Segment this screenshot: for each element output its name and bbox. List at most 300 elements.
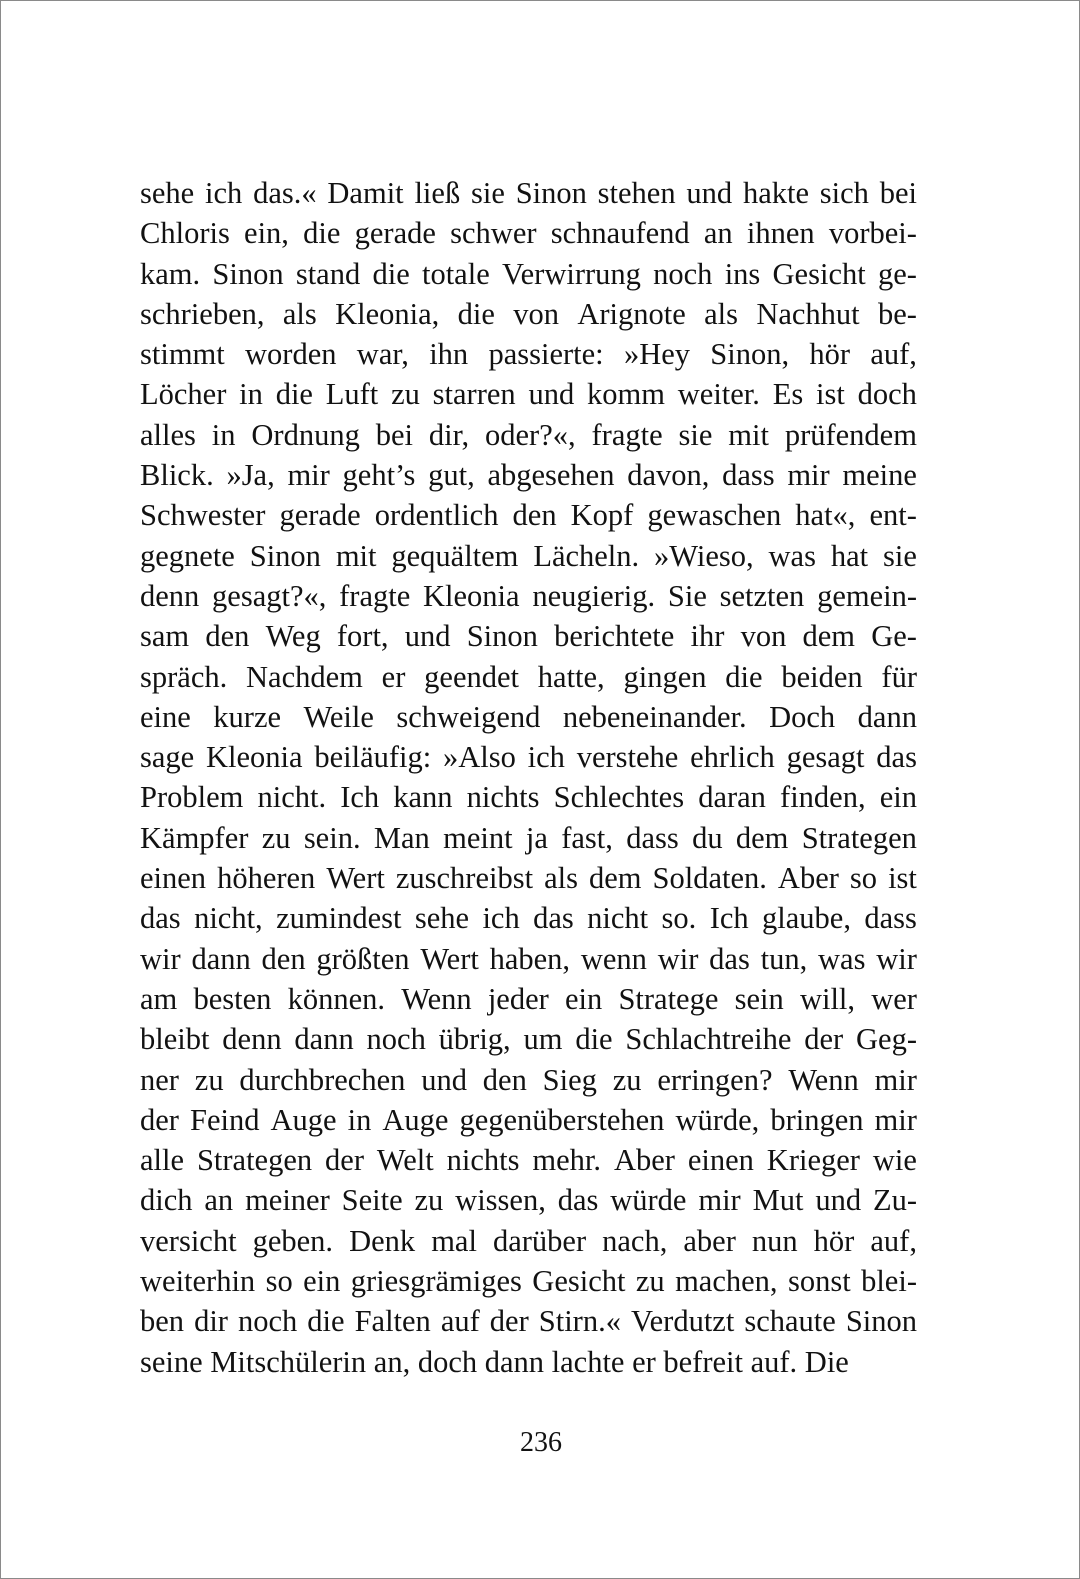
word: was xyxy=(768,538,816,573)
word: Sinon xyxy=(249,538,321,573)
word: und xyxy=(404,619,451,654)
word: gesagt?«, xyxy=(212,578,327,613)
word: schaute xyxy=(744,1304,836,1339)
word: den xyxy=(482,1062,527,1097)
word: Ordnung xyxy=(251,417,360,452)
word: fort, xyxy=(336,619,389,654)
body-line xyxy=(140,334,917,374)
word: Kopf xyxy=(570,498,634,533)
word: haben, xyxy=(489,941,571,976)
word: ein xyxy=(303,1264,341,1299)
word: fragte xyxy=(339,578,411,613)
word: du xyxy=(692,820,723,855)
word: gingen xyxy=(623,659,707,694)
word: beiden xyxy=(781,659,863,694)
word: die xyxy=(307,1304,345,1339)
word: mehr. xyxy=(532,1143,602,1178)
word: mal xyxy=(431,1223,477,1258)
word: dir xyxy=(194,1304,228,1339)
body-line xyxy=(140,1301,917,1341)
word: die xyxy=(575,1022,613,1057)
word: Auge xyxy=(382,1102,449,1137)
word: durchbrechen xyxy=(239,1062,406,1097)
word: Kleonia, xyxy=(335,296,440,331)
word: griesgrämiges xyxy=(350,1264,522,1299)
word: spräch. xyxy=(140,659,228,694)
word: die xyxy=(303,216,341,251)
word: ner xyxy=(140,1062,179,1097)
word: würde, xyxy=(675,1102,760,1137)
word: als xyxy=(544,861,578,896)
word: schweigend xyxy=(396,699,541,734)
word: der xyxy=(325,1143,364,1178)
word: das xyxy=(709,941,750,976)
page-number: 236 xyxy=(520,1427,562,1458)
word: neugierig. xyxy=(532,578,656,613)
word: weiterhin xyxy=(140,1264,256,1299)
word: Soldaten. xyxy=(652,861,767,896)
word: Weile xyxy=(303,699,374,734)
word: »Wieso, xyxy=(654,538,754,573)
word: und xyxy=(421,1062,467,1097)
word: Sieg xyxy=(542,1062,597,1097)
body-line xyxy=(140,374,917,414)
word: gut, xyxy=(428,458,475,493)
word: Wenn xyxy=(401,981,472,1016)
word: wer xyxy=(871,981,917,1016)
word: nichts xyxy=(446,1143,520,1178)
word: ihnen xyxy=(746,216,815,251)
word: würde xyxy=(610,1183,687,1218)
word: Strategen xyxy=(196,1143,313,1178)
word: sage xyxy=(140,740,195,775)
word: sein xyxy=(734,981,784,1016)
word: Schlachtreihe xyxy=(625,1022,792,1057)
word: starren xyxy=(432,377,516,412)
word: mir xyxy=(698,1183,741,1218)
word: wenn xyxy=(580,941,647,976)
body-text-block xyxy=(140,173,917,1382)
word: nicht, xyxy=(194,901,263,936)
word: an xyxy=(204,1183,234,1218)
word: war, xyxy=(356,337,409,372)
word: weiter. xyxy=(677,377,760,412)
word: aber xyxy=(683,1223,736,1258)
word: ins xyxy=(724,256,761,291)
word: wir xyxy=(140,941,181,976)
word: darüber xyxy=(492,1223,587,1258)
word: das.« xyxy=(253,176,317,210)
word: Kleonia xyxy=(205,740,303,775)
word: in xyxy=(347,1102,372,1137)
word: die xyxy=(275,377,313,412)
word: das xyxy=(557,1183,599,1218)
body-line xyxy=(140,657,917,697)
word: Seite xyxy=(341,1183,403,1218)
word: und xyxy=(686,176,733,210)
word: nach, xyxy=(602,1223,668,1258)
word: übrig, xyxy=(438,1022,511,1057)
word: Schwester xyxy=(140,498,266,533)
body-line xyxy=(140,495,917,535)
word: das xyxy=(876,740,917,775)
word: Ge- xyxy=(871,619,917,654)
word: Sinon xyxy=(845,1304,917,1339)
word: Luft xyxy=(325,377,379,412)
word: kann xyxy=(393,780,453,815)
word: Welt xyxy=(376,1143,434,1178)
word: sie xyxy=(678,417,713,452)
word: Gesicht xyxy=(772,256,866,291)
body-line: seine Mitschülerin an, doch dann lachte er befreit auf. Die xyxy=(140,1344,849,1379)
body-line xyxy=(140,697,917,737)
body-line xyxy=(140,1221,917,1261)
word: noch xyxy=(653,256,713,291)
word: den xyxy=(261,941,306,976)
word: er xyxy=(381,659,406,694)
word: Weg xyxy=(265,619,321,654)
body-line xyxy=(140,979,917,1019)
word: machen, xyxy=(675,1264,778,1299)
word: fragte xyxy=(591,417,663,452)
body-line xyxy=(140,1261,917,1301)
word: einen xyxy=(140,861,207,896)
word: Feind xyxy=(189,1102,260,1137)
word: dass xyxy=(864,901,917,936)
word: noch xyxy=(366,1022,426,1057)
word: dich xyxy=(140,1183,193,1218)
word: fast, xyxy=(561,820,613,855)
word: Mut xyxy=(752,1183,804,1218)
word: gegenüberstehen xyxy=(459,1102,665,1137)
word: kurze xyxy=(213,699,282,734)
word: zu xyxy=(612,1062,642,1097)
word: mir xyxy=(287,458,330,493)
word: mir xyxy=(874,1062,917,1097)
word: gegnete xyxy=(140,538,235,573)
body-line xyxy=(140,1140,917,1180)
body-line xyxy=(140,536,917,576)
word: gemein- xyxy=(817,578,917,613)
word: Sinon xyxy=(466,619,538,654)
word: Ich xyxy=(709,901,749,936)
word: Chloris xyxy=(140,216,230,251)
word: sonst xyxy=(787,1264,851,1299)
word: ich xyxy=(482,901,520,936)
word: als xyxy=(704,296,738,331)
word: denn xyxy=(222,1022,282,1057)
word: Kämpfer xyxy=(140,820,249,855)
word: dann xyxy=(191,941,251,976)
word: ordentlich xyxy=(374,498,499,533)
word: ein xyxy=(564,981,603,1016)
word: Denk xyxy=(349,1223,416,1258)
word: blei- xyxy=(861,1264,917,1299)
body-line xyxy=(140,1180,917,1220)
word: das xyxy=(140,901,181,936)
word: nicht. xyxy=(257,780,327,815)
word: Blick. xyxy=(140,458,214,493)
word: passierte: xyxy=(488,337,604,372)
word: Schlechtes xyxy=(553,780,685,815)
word: meine xyxy=(842,458,917,493)
word: totale xyxy=(421,256,490,291)
word: mir xyxy=(787,458,830,493)
word: Problem xyxy=(140,780,244,815)
word: den xyxy=(512,498,557,533)
word: das xyxy=(533,901,574,936)
word: Sie xyxy=(667,578,707,613)
word: mit xyxy=(728,417,769,452)
word: ließ xyxy=(414,176,461,210)
word: der xyxy=(489,1304,529,1339)
word: jeder xyxy=(487,981,549,1016)
word: so. xyxy=(661,901,697,936)
word: meiner xyxy=(245,1183,330,1218)
word: geht’s xyxy=(342,458,416,493)
word: ehrlich xyxy=(690,740,775,775)
word: Wert xyxy=(326,861,385,896)
word: ja xyxy=(525,820,548,855)
body-line xyxy=(140,737,917,777)
word: sie xyxy=(883,538,917,573)
word: sehe xyxy=(414,901,470,936)
word: versicht xyxy=(140,1223,237,1258)
word: finden, xyxy=(780,780,866,815)
word: Es xyxy=(772,377,804,412)
word: sam xyxy=(140,619,190,654)
word: hör xyxy=(813,1223,855,1258)
word: Zu- xyxy=(872,1183,917,1218)
word: gerade xyxy=(279,498,361,533)
word: dem xyxy=(735,820,789,855)
word: ge- xyxy=(877,256,917,291)
word: nebeneinander. xyxy=(562,699,747,734)
word: nicht xyxy=(587,901,649,936)
word: ein, xyxy=(244,216,289,251)
word: zumindest xyxy=(276,901,402,936)
word: bleibt xyxy=(140,1022,210,1057)
word: Stratege xyxy=(618,981,719,1016)
word: an xyxy=(703,216,733,251)
word: von xyxy=(740,619,787,654)
word: meint xyxy=(443,820,513,855)
word: zu xyxy=(414,1183,444,1218)
body-line xyxy=(140,898,917,938)
word: sich xyxy=(819,176,869,210)
word: Auge xyxy=(270,1102,337,1137)
word: hat xyxy=(830,538,869,573)
word: schrieben, xyxy=(140,296,265,331)
word: hat«, xyxy=(795,498,856,533)
word: die xyxy=(725,659,763,694)
word: komm xyxy=(587,377,665,412)
word: können. xyxy=(287,981,386,1016)
word: und xyxy=(528,377,575,412)
word: Ich xyxy=(340,780,380,815)
body-line xyxy=(140,173,917,213)
word: berichtete xyxy=(554,619,675,654)
word: wie xyxy=(872,1143,917,1178)
word: sehe xyxy=(140,176,195,210)
word: sie xyxy=(471,176,505,210)
word: Geg- xyxy=(856,1022,917,1057)
word: zu xyxy=(261,820,291,855)
word: Aber xyxy=(777,861,839,896)
word: Damit xyxy=(327,176,404,210)
body-line xyxy=(140,1019,917,1059)
word: »Also xyxy=(443,740,516,775)
body-line xyxy=(140,415,917,455)
word: nichts xyxy=(466,780,540,815)
word: »Hey xyxy=(623,337,691,372)
word: Arignote xyxy=(577,296,686,331)
word: Sinon xyxy=(212,256,284,291)
word: ihn xyxy=(429,337,469,372)
word: bei xyxy=(375,417,413,452)
word: am xyxy=(140,981,178,1016)
word: sein. xyxy=(303,820,361,855)
word: die xyxy=(372,256,410,291)
word: der xyxy=(140,1102,179,1137)
word: Nachdem xyxy=(246,659,363,694)
word: zuschreibst xyxy=(395,861,534,896)
word: dann xyxy=(294,1022,354,1057)
word: auf, xyxy=(870,1223,917,1258)
word: Verdutzt xyxy=(630,1304,735,1339)
word: wir xyxy=(876,941,917,976)
word: wissen, xyxy=(455,1183,546,1218)
word: zu xyxy=(194,1062,224,1097)
word: den xyxy=(205,619,250,654)
word: setzten xyxy=(719,578,805,613)
word: Wert xyxy=(420,941,479,976)
word: geben. xyxy=(252,1223,334,1258)
word: auf xyxy=(440,1304,480,1339)
word: wir xyxy=(657,941,699,976)
word: ben xyxy=(140,1304,185,1339)
word: dir, xyxy=(428,417,470,452)
word: doch xyxy=(857,377,917,412)
word: davon, xyxy=(627,458,710,493)
word: und xyxy=(815,1183,862,1218)
word: Lächeln. xyxy=(533,538,640,573)
word: Stirn.« xyxy=(538,1304,621,1339)
word: alle xyxy=(140,1143,185,1178)
body-line xyxy=(140,1100,917,1140)
word: mir xyxy=(874,1102,917,1137)
word: dem xyxy=(802,619,856,654)
word: Kleonia xyxy=(423,578,520,613)
word: dass xyxy=(722,458,775,493)
word: kam. xyxy=(140,256,201,291)
word: hakte xyxy=(742,176,809,210)
word: ich xyxy=(205,176,243,210)
word: Löcher xyxy=(140,377,227,412)
word: bei xyxy=(879,176,917,210)
word: Sinon xyxy=(515,176,587,210)
word: zu xyxy=(635,1264,665,1299)
body-line xyxy=(140,818,917,858)
word: für xyxy=(881,659,917,694)
word: Verwirrung xyxy=(501,256,641,291)
body-line xyxy=(140,1060,917,1100)
word: dem xyxy=(589,861,642,896)
word: alles xyxy=(140,417,196,452)
body-line xyxy=(140,576,917,616)
word: noch xyxy=(237,1304,298,1339)
word: was xyxy=(818,941,866,976)
word: gequältem xyxy=(391,538,519,573)
word: in xyxy=(239,377,263,412)
word: Gesicht xyxy=(532,1264,626,1299)
word: Aber xyxy=(613,1143,675,1178)
word: Doch xyxy=(769,699,836,734)
body-line xyxy=(140,939,917,979)
word: tun, xyxy=(760,941,808,976)
word: mit xyxy=(335,538,377,573)
word: ihr xyxy=(690,619,725,654)
word: abgesehen xyxy=(487,458,615,493)
word: ent- xyxy=(869,498,917,533)
word: hör xyxy=(809,337,851,372)
word: auf, xyxy=(870,337,917,372)
word: um xyxy=(523,1022,563,1057)
word: schwer xyxy=(450,216,537,251)
word: erringen? xyxy=(657,1062,773,1097)
word: so xyxy=(849,861,878,896)
word: ist xyxy=(816,377,845,412)
word: stimmt xyxy=(140,337,225,372)
word: Sinon, xyxy=(710,337,790,372)
body-line xyxy=(140,616,917,656)
word: eine xyxy=(140,699,191,734)
word: daran xyxy=(698,780,766,815)
word: zu xyxy=(391,377,420,412)
word: der xyxy=(804,1022,844,1057)
word: Wenn xyxy=(788,1062,859,1097)
word: denn xyxy=(140,578,200,613)
word: als xyxy=(282,296,317,331)
word: Falten xyxy=(354,1304,431,1339)
word: in xyxy=(211,417,236,452)
body-line xyxy=(140,294,917,334)
body-line xyxy=(140,455,917,495)
word: hatte, xyxy=(537,659,605,694)
word: stehen xyxy=(597,176,676,210)
word: gewaschen xyxy=(647,498,782,533)
word: geendet xyxy=(424,659,519,694)
word: Krieger xyxy=(766,1143,860,1178)
word: Strategen xyxy=(801,820,917,855)
word: einen xyxy=(687,1143,754,1178)
body-line xyxy=(140,858,917,898)
word: die xyxy=(457,296,495,331)
word: dass xyxy=(626,820,679,855)
word: ist xyxy=(888,861,917,896)
word: will, xyxy=(799,981,856,1016)
word: gesagt xyxy=(786,740,865,775)
word: Nachhut xyxy=(756,296,860,331)
word: verstehe xyxy=(576,740,679,775)
word: besten xyxy=(193,981,272,1016)
word: stand xyxy=(295,256,361,291)
word: ein xyxy=(879,780,917,815)
word: prüfendem xyxy=(784,417,917,452)
word: gerade xyxy=(354,216,436,251)
word: höheren xyxy=(217,861,316,896)
word: beiläufig: xyxy=(314,740,432,775)
